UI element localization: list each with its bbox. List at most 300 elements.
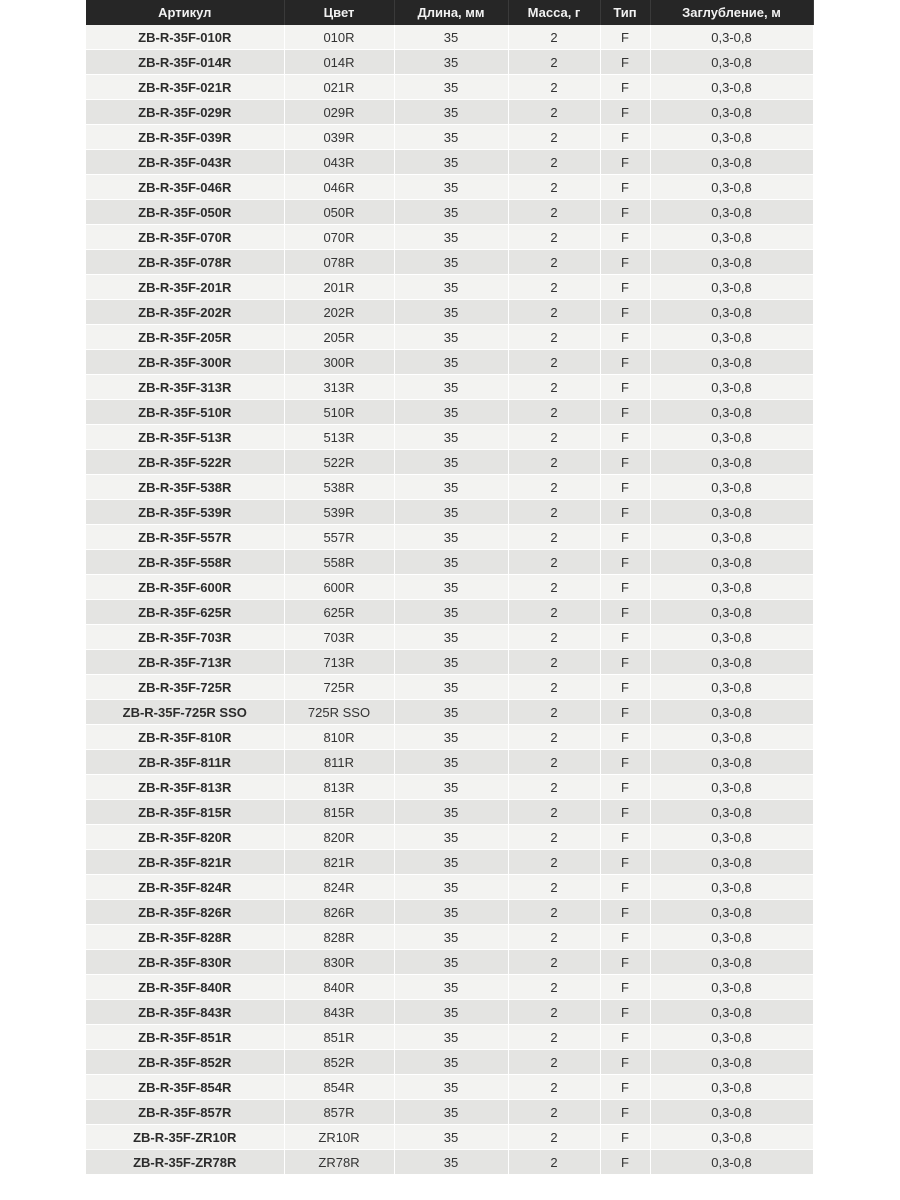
cell-color: 538R <box>284 475 394 500</box>
cell-article: ZB-R-35F-558R <box>86 550 284 575</box>
cell-length: 35 <box>394 550 508 575</box>
cell-type: F <box>600 675 650 700</box>
cell-depth: 0,3-0,8 <box>650 600 813 625</box>
cell-mass: 2 <box>508 1050 600 1075</box>
table-row <box>86 700 813 725</box>
cell-type: F <box>600 425 650 450</box>
cell-color: 201R <box>284 275 394 300</box>
table-row <box>86 75 813 100</box>
cell-length: 35 <box>394 600 508 625</box>
cell-color: 857R <box>284 1100 394 1125</box>
table-row <box>86 425 813 450</box>
cell-mass: 2 <box>508 225 600 250</box>
cell-length: 35 <box>394 225 508 250</box>
table-row <box>86 950 813 975</box>
cell-article: ZB-R-35F-725R <box>86 675 284 700</box>
cell-type: F <box>600 625 650 650</box>
cell-article: ZB-R-35F-811R <box>86 750 284 775</box>
cell-mass: 2 <box>508 150 600 175</box>
cell-depth: 0,3-0,8 <box>650 125 813 150</box>
cell-mass: 2 <box>508 250 600 275</box>
cell-type: F <box>600 225 650 250</box>
cell-depth: 0,3-0,8 <box>650 950 813 975</box>
cell-article: ZB-R-35F-029R <box>86 100 284 125</box>
cell-mass: 2 <box>508 875 600 900</box>
cell-type: F <box>600 250 650 275</box>
cell-type: F <box>600 800 650 825</box>
cell-article: ZB-R-35F-043R <box>86 150 284 175</box>
table-row <box>86 350 813 375</box>
cell-type: F <box>600 825 650 850</box>
cell-article: ZB-R-35F-300R <box>86 350 284 375</box>
cell-depth: 0,3-0,8 <box>650 700 813 725</box>
table-row <box>86 50 813 75</box>
cell-type: F <box>600 975 650 1000</box>
cell-color: ZR78R <box>284 1150 394 1175</box>
cell-depth: 0,3-0,8 <box>650 925 813 950</box>
cell-color: 029R <box>284 100 394 125</box>
table-row <box>86 400 813 425</box>
table-row <box>86 1150 813 1175</box>
cell-length: 35 <box>394 625 508 650</box>
table-row <box>86 800 813 825</box>
cell-length: 35 <box>394 1075 508 1100</box>
cell-mass: 2 <box>508 450 600 475</box>
cell-type: F <box>600 775 650 800</box>
cell-type: F <box>600 75 650 100</box>
cell-article: ZB-R-35F-815R <box>86 800 284 825</box>
cell-color: 824R <box>284 875 394 900</box>
cell-depth: 0,3-0,8 <box>650 775 813 800</box>
cell-depth: 0,3-0,8 <box>650 325 813 350</box>
cell-mass: 2 <box>508 100 600 125</box>
cell-color: 826R <box>284 900 394 925</box>
cell-mass: 2 <box>508 575 600 600</box>
cell-length: 35 <box>394 250 508 275</box>
cell-type: F <box>600 725 650 750</box>
cell-length: 35 <box>394 825 508 850</box>
cell-color: 043R <box>284 150 394 175</box>
cell-color: 558R <box>284 550 394 575</box>
cell-depth: 0,3-0,8 <box>650 525 813 550</box>
cell-article: ZB-R-35F-703R <box>86 625 284 650</box>
cell-depth: 0,3-0,8 <box>650 500 813 525</box>
cell-depth: 0,3-0,8 <box>650 450 813 475</box>
cell-depth: 0,3-0,8 <box>650 100 813 125</box>
cell-color: 713R <box>284 650 394 675</box>
cell-depth: 0,3-0,8 <box>650 1000 813 1025</box>
cell-type: F <box>600 1100 650 1125</box>
cell-length: 35 <box>394 800 508 825</box>
cell-article: ZB-R-35F-ZR10R <box>86 1125 284 1150</box>
cell-article: ZB-R-35F-852R <box>86 1050 284 1075</box>
cell-mass: 2 <box>508 675 600 700</box>
cell-type: F <box>600 750 650 775</box>
cell-article: ZB-R-35F-830R <box>86 950 284 975</box>
table-row <box>86 525 813 550</box>
cell-color: 840R <box>284 975 394 1000</box>
cell-type: F <box>600 375 650 400</box>
cell-type: F <box>600 500 650 525</box>
cell-mass: 2 <box>508 900 600 925</box>
cell-length: 35 <box>394 750 508 775</box>
cell-type: F <box>600 525 650 550</box>
cell-color: 078R <box>284 250 394 275</box>
cell-color: 830R <box>284 950 394 975</box>
cell-type: F <box>600 275 650 300</box>
cell-depth: 0,3-0,8 <box>650 725 813 750</box>
cell-article: ZB-R-35F-824R <box>86 875 284 900</box>
cell-mass: 2 <box>508 25 600 50</box>
cell-length: 35 <box>394 950 508 975</box>
cell-type: F <box>600 1150 650 1175</box>
cell-depth: 0,3-0,8 <box>650 625 813 650</box>
cell-length: 35 <box>394 25 508 50</box>
table-row <box>86 150 813 175</box>
cell-type: F <box>600 900 650 925</box>
table-row <box>86 225 813 250</box>
cell-article: ZB-R-35F-014R <box>86 50 284 75</box>
header-mass: Масса, г <box>508 0 600 25</box>
cell-color: 600R <box>284 575 394 600</box>
cell-depth: 0,3-0,8 <box>650 25 813 50</box>
cell-depth: 0,3-0,8 <box>650 200 813 225</box>
cell-mass: 2 <box>508 1025 600 1050</box>
cell-mass: 2 <box>508 300 600 325</box>
cell-color: 703R <box>284 625 394 650</box>
cell-mass: 2 <box>508 975 600 1000</box>
cell-depth: 0,3-0,8 <box>650 175 813 200</box>
cell-mass: 2 <box>508 600 600 625</box>
cell-color: 820R <box>284 825 394 850</box>
table-row <box>86 875 813 900</box>
cell-article: ZB-R-35F-851R <box>86 1025 284 1050</box>
cell-length: 35 <box>394 400 508 425</box>
cell-color: 557R <box>284 525 394 550</box>
cell-length: 35 <box>394 775 508 800</box>
cell-length: 35 <box>394 375 508 400</box>
table-row <box>86 625 813 650</box>
cell-article: ZB-R-35F-810R <box>86 725 284 750</box>
cell-length: 35 <box>394 150 508 175</box>
cell-depth: 0,3-0,8 <box>650 300 813 325</box>
cell-length: 35 <box>394 725 508 750</box>
cell-depth: 0,3-0,8 <box>650 750 813 775</box>
cell-color: 510R <box>284 400 394 425</box>
table-row <box>86 375 813 400</box>
cell-length: 35 <box>394 1125 508 1150</box>
cell-mass: 2 <box>508 625 600 650</box>
header-row <box>86 0 813 25</box>
cell-color: 828R <box>284 925 394 950</box>
cell-mass: 2 <box>508 400 600 425</box>
cell-depth: 0,3-0,8 <box>650 1075 813 1100</box>
cell-article: ZB-R-35F-039R <box>86 125 284 150</box>
header-length: Длина, мм <box>394 0 508 25</box>
table-row <box>86 475 813 500</box>
cell-article: ZB-R-35F-513R <box>86 425 284 450</box>
cell-color: 625R <box>284 600 394 625</box>
cell-color: 202R <box>284 300 394 325</box>
cell-type: F <box>600 450 650 475</box>
cell-mass: 2 <box>508 950 600 975</box>
cell-mass: 2 <box>508 325 600 350</box>
cell-depth: 0,3-0,8 <box>650 75 813 100</box>
cell-mass: 2 <box>508 1000 600 1025</box>
cell-depth: 0,3-0,8 <box>650 1050 813 1075</box>
table-row <box>86 1075 813 1100</box>
table-body <box>86 25 813 1175</box>
cell-type: F <box>600 650 650 675</box>
cell-depth: 0,3-0,8 <box>650 50 813 75</box>
cell-depth: 0,3-0,8 <box>650 975 813 1000</box>
table-row <box>86 600 813 625</box>
cell-color: 843R <box>284 1000 394 1025</box>
cell-length: 35 <box>394 675 508 700</box>
cell-length: 35 <box>394 50 508 75</box>
cell-length: 35 <box>394 75 508 100</box>
cell-type: F <box>600 550 650 575</box>
cell-depth: 0,3-0,8 <box>650 150 813 175</box>
cell-article: ZB-R-35F-625R <box>86 600 284 625</box>
cell-color: 070R <box>284 225 394 250</box>
cell-article: ZB-R-35F-021R <box>86 75 284 100</box>
cell-color: 513R <box>284 425 394 450</box>
cell-color: ZR10R <box>284 1125 394 1150</box>
product-spec-table <box>86 0 814 1175</box>
cell-length: 35 <box>394 975 508 1000</box>
cell-type: F <box>600 1025 650 1050</box>
cell-mass: 2 <box>508 200 600 225</box>
cell-type: F <box>600 125 650 150</box>
table-row <box>86 325 813 350</box>
cell-length: 35 <box>394 925 508 950</box>
cell-depth: 0,3-0,8 <box>650 475 813 500</box>
cell-type: F <box>600 100 650 125</box>
cell-depth: 0,3-0,8 <box>650 1100 813 1125</box>
cell-depth: 0,3-0,8 <box>650 550 813 575</box>
cell-article: ZB-R-35F-557R <box>86 525 284 550</box>
cell-article: ZB-R-35F-600R <box>86 575 284 600</box>
cell-color: 811R <box>284 750 394 775</box>
table-row <box>86 775 813 800</box>
cell-article: ZB-R-35F-725R SSO <box>86 700 284 725</box>
cell-article: ZB-R-35F-202R <box>86 300 284 325</box>
cell-color: 205R <box>284 325 394 350</box>
cell-depth: 0,3-0,8 <box>650 375 813 400</box>
cell-length: 35 <box>394 850 508 875</box>
cell-length: 35 <box>394 575 508 600</box>
table-row <box>86 275 813 300</box>
cell-length: 35 <box>394 1050 508 1075</box>
cell-color: 851R <box>284 1025 394 1050</box>
cell-length: 35 <box>394 275 508 300</box>
cell-length: 35 <box>394 700 508 725</box>
cell-color: 810R <box>284 725 394 750</box>
cell-type: F <box>600 875 650 900</box>
cell-type: F <box>600 575 650 600</box>
cell-length: 35 <box>394 200 508 225</box>
cell-color: 046R <box>284 175 394 200</box>
cell-color: 821R <box>284 850 394 875</box>
cell-type: F <box>600 175 650 200</box>
table-row <box>86 825 813 850</box>
cell-color: 021R <box>284 75 394 100</box>
cell-color: 039R <box>284 125 394 150</box>
table-row <box>86 750 813 775</box>
cell-length: 35 <box>394 450 508 475</box>
table-row <box>86 250 813 275</box>
cell-mass: 2 <box>508 175 600 200</box>
cell-type: F <box>600 1075 650 1100</box>
table-row <box>86 175 813 200</box>
cell-length: 35 <box>394 325 508 350</box>
cell-depth: 0,3-0,8 <box>650 425 813 450</box>
cell-mass: 2 <box>508 800 600 825</box>
cell-type: F <box>600 350 650 375</box>
cell-depth: 0,3-0,8 <box>650 875 813 900</box>
cell-depth: 0,3-0,8 <box>650 225 813 250</box>
cell-type: F <box>600 475 650 500</box>
cell-depth: 0,3-0,8 <box>650 900 813 925</box>
cell-mass: 2 <box>508 775 600 800</box>
cell-article: ZB-R-35F-050R <box>86 200 284 225</box>
table-row <box>86 100 813 125</box>
cell-type: F <box>600 925 650 950</box>
cell-article: ZB-R-35F-828R <box>86 925 284 950</box>
cell-color: 725R SSO <box>284 700 394 725</box>
cell-depth: 0,3-0,8 <box>650 800 813 825</box>
table-row <box>86 900 813 925</box>
cell-color: 522R <box>284 450 394 475</box>
cell-type: F <box>600 400 650 425</box>
cell-type: F <box>600 600 650 625</box>
table-row <box>86 975 813 1000</box>
cell-mass: 2 <box>508 750 600 775</box>
cell-mass: 2 <box>508 1075 600 1100</box>
cell-length: 35 <box>394 475 508 500</box>
cell-mass: 2 <box>508 1100 600 1125</box>
cell-length: 35 <box>394 1150 508 1175</box>
cell-type: F <box>600 700 650 725</box>
cell-color: 815R <box>284 800 394 825</box>
cell-length: 35 <box>394 300 508 325</box>
cell-article: ZB-R-35F-313R <box>86 375 284 400</box>
cell-length: 35 <box>394 875 508 900</box>
cell-depth: 0,3-0,8 <box>650 675 813 700</box>
cell-mass: 2 <box>508 925 600 950</box>
cell-article: ZB-R-35F-046R <box>86 175 284 200</box>
cell-article: ZB-R-35F-ZR78R <box>86 1150 284 1175</box>
cell-color: 300R <box>284 350 394 375</box>
cell-mass: 2 <box>508 125 600 150</box>
cell-length: 35 <box>394 525 508 550</box>
cell-color: 539R <box>284 500 394 525</box>
table-row <box>86 575 813 600</box>
cell-article: ZB-R-35F-538R <box>86 475 284 500</box>
cell-type: F <box>600 200 650 225</box>
table-row <box>86 675 813 700</box>
cell-mass: 2 <box>508 850 600 875</box>
cell-mass: 2 <box>508 425 600 450</box>
cell-length: 35 <box>394 900 508 925</box>
cell-article: ZB-R-35F-201R <box>86 275 284 300</box>
cell-length: 35 <box>394 175 508 200</box>
cell-depth: 0,3-0,8 <box>650 1150 813 1175</box>
cell-mass: 2 <box>508 825 600 850</box>
cell-article: ZB-R-35F-854R <box>86 1075 284 1100</box>
cell-mass: 2 <box>508 275 600 300</box>
cell-type: F <box>600 1050 650 1075</box>
cell-depth: 0,3-0,8 <box>650 825 813 850</box>
cell-length: 35 <box>394 425 508 450</box>
cell-depth: 0,3-0,8 <box>650 1125 813 1150</box>
cell-length: 35 <box>394 125 508 150</box>
cell-type: F <box>600 1000 650 1025</box>
cell-mass: 2 <box>508 75 600 100</box>
cell-type: F <box>600 50 650 75</box>
cell-article: ZB-R-35F-843R <box>86 1000 284 1025</box>
table-row <box>86 1050 813 1075</box>
table-row <box>86 125 813 150</box>
cell-mass: 2 <box>508 1150 600 1175</box>
cell-mass: 2 <box>508 375 600 400</box>
cell-type: F <box>600 25 650 50</box>
cell-article: ZB-R-35F-826R <box>86 900 284 925</box>
cell-depth: 0,3-0,8 <box>650 1025 813 1050</box>
cell-color: 813R <box>284 775 394 800</box>
table-row <box>86 300 813 325</box>
table-row <box>86 650 813 675</box>
cell-color: 010R <box>284 25 394 50</box>
table-row <box>86 925 813 950</box>
cell-mass: 2 <box>508 550 600 575</box>
header-color: Цвет <box>284 0 394 25</box>
cell-depth: 0,3-0,8 <box>650 350 813 375</box>
cell-mass: 2 <box>508 650 600 675</box>
cell-type: F <box>600 1125 650 1150</box>
cell-depth: 0,3-0,8 <box>650 850 813 875</box>
table-row <box>86 1000 813 1025</box>
cell-color: 313R <box>284 375 394 400</box>
table-row <box>86 450 813 475</box>
cell-color: 725R <box>284 675 394 700</box>
cell-article: ZB-R-35F-078R <box>86 250 284 275</box>
table-row <box>86 25 813 50</box>
cell-article: ZB-R-35F-713R <box>86 650 284 675</box>
header-depth: Заглубление, м <box>650 0 813 25</box>
cell-type: F <box>600 325 650 350</box>
cell-length: 35 <box>394 100 508 125</box>
table-row <box>86 1025 813 1050</box>
cell-article: ZB-R-35F-821R <box>86 850 284 875</box>
cell-type: F <box>600 300 650 325</box>
cell-article: ZB-R-35F-522R <box>86 450 284 475</box>
cell-article: ZB-R-35F-539R <box>86 500 284 525</box>
cell-depth: 0,3-0,8 <box>650 250 813 275</box>
table-row <box>86 850 813 875</box>
cell-length: 35 <box>394 1025 508 1050</box>
cell-length: 35 <box>394 1100 508 1125</box>
cell-type: F <box>600 850 650 875</box>
cell-color: 014R <box>284 50 394 75</box>
cell-article: ZB-R-35F-510R <box>86 400 284 425</box>
cell-mass: 2 <box>508 350 600 375</box>
cell-article: ZB-R-35F-857R <box>86 1100 284 1125</box>
cell-length: 35 <box>394 350 508 375</box>
cell-type: F <box>600 150 650 175</box>
cell-mass: 2 <box>508 50 600 75</box>
